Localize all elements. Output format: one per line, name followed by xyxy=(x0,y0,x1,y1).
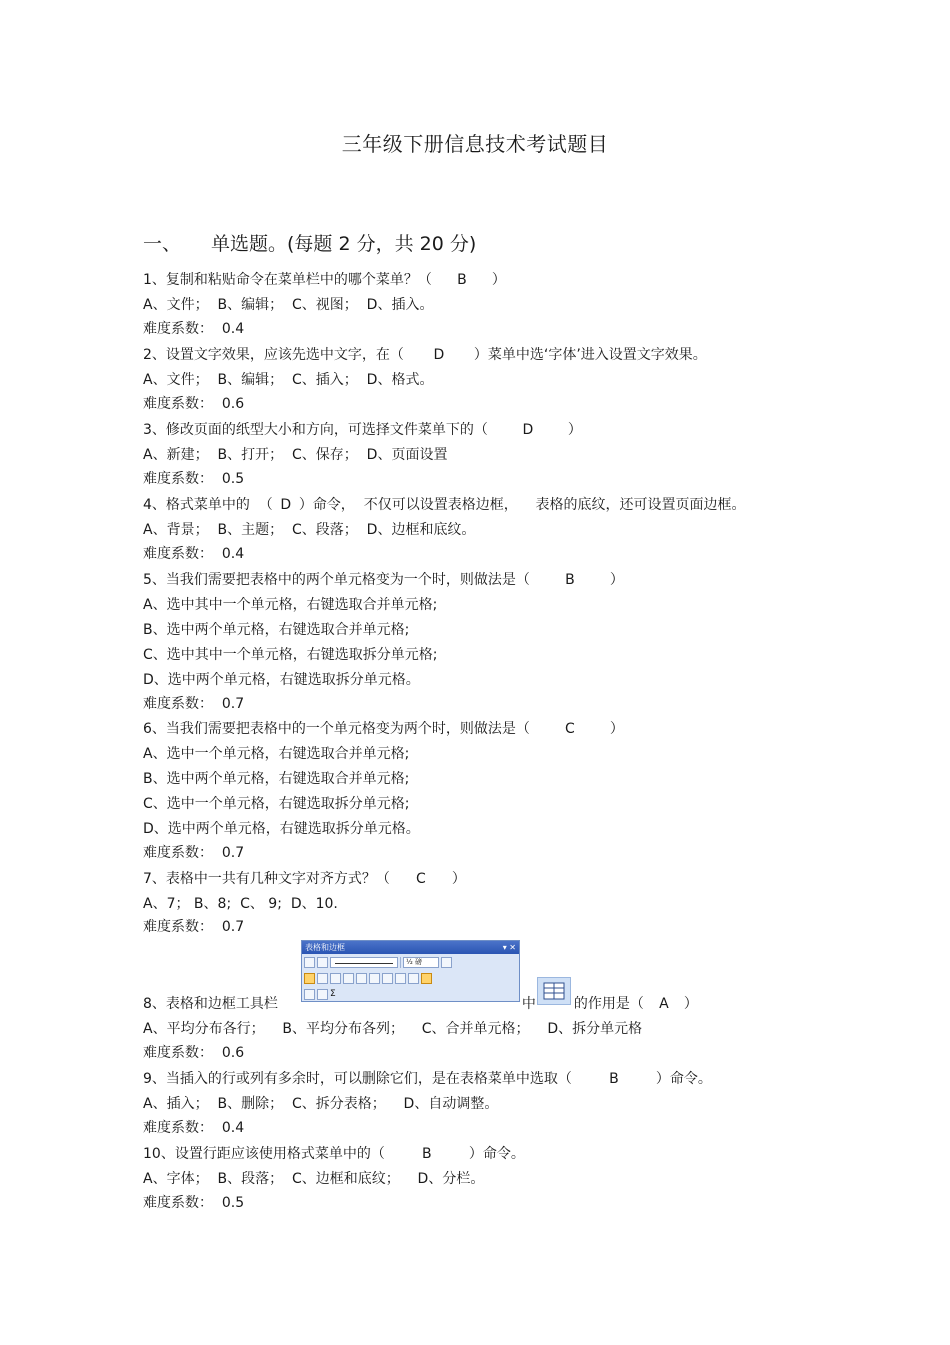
question-9-difficulty: 难度系数： 0.4 xyxy=(143,1120,245,1136)
stem-text: ）命令。 xyxy=(468,1146,525,1162)
section-text: 单选题。(每题 2 分，共 20 分) xyxy=(211,233,477,255)
question-1-stem xyxy=(143,271,506,289)
question-2-stem xyxy=(143,346,707,364)
stem-text: ）命令， 不仅可以设置表格边框， 表格的底纹，还可设置页面边框。 xyxy=(298,497,746,513)
stem-text: ） xyxy=(491,272,506,288)
border-color-icon xyxy=(441,957,452,968)
question-6-difficulty: 难度系数： 0.7 xyxy=(143,845,245,861)
stem-text: 3、修改页面的纸型大小和方向，可选择文件菜单下的（ xyxy=(143,422,488,438)
show-gridlines-icon xyxy=(421,973,432,984)
stem-text: 中 xyxy=(521,996,536,1012)
question-3-difficulty: 难度系数： 0.5 xyxy=(143,471,245,487)
answer: B xyxy=(422,1146,432,1162)
answer: D xyxy=(522,422,534,438)
answer: B xyxy=(457,272,467,288)
stem-text: ）菜单中选‘字体’进入设置文字效果。 xyxy=(473,347,707,363)
stem-text: 7、表格中一共有几种文字对齐方式？（ xyxy=(143,871,390,887)
autosum-icon: Σ xyxy=(330,989,336,999)
stem-text: 6、当我们需要把表格中的一个单元格变为两个时，则做法是（ xyxy=(143,721,530,737)
question-8-difficulty: 难度系数： 0.6 xyxy=(143,1045,245,1061)
outside-border-icon xyxy=(304,973,315,984)
stem-text: 1、复制和粘贴命令在菜单栏中的哪个菜单？（ xyxy=(143,272,432,288)
question-5-option-a: A、选中其中一个单元格，右键选取合并单元格; xyxy=(143,597,438,613)
question-7-options: A、7； B、8; C、 9; D、10. xyxy=(143,896,338,912)
question-3-options: A、新建； B、打开； C、保存； D、页面设置 xyxy=(143,447,448,463)
page-title: 三年级下册信息技术考试题目 xyxy=(341,132,609,156)
tables-borders-toolbar-image xyxy=(301,940,520,1002)
stem-text: 10、设置行距应该使用格式菜单中的（ xyxy=(143,1146,385,1162)
separator xyxy=(400,957,401,968)
distribute-columns-icon xyxy=(395,973,406,984)
toolbar-titlebar xyxy=(302,941,519,954)
question-5-option-c: C、选中其中一个单元格，右键选取拆分单元格; xyxy=(143,647,438,663)
toolbar-close-icon: ▾ ✕ xyxy=(502,943,516,952)
insert-table-icon xyxy=(330,973,341,984)
toolbar-title: 表格和边框 xyxy=(305,943,345,952)
question-2-difficulty: 难度系数： 0.6 xyxy=(143,396,245,412)
question-4-stem xyxy=(143,496,746,514)
merge-cells-icon xyxy=(343,973,354,984)
question-6-stem xyxy=(143,720,624,738)
align-icon xyxy=(369,973,380,984)
question-3-stem xyxy=(143,421,582,439)
question-9-stem xyxy=(143,1070,712,1088)
answer: D xyxy=(280,497,292,513)
question-5-difficulty: 难度系数： 0.7 xyxy=(143,696,245,712)
stem-text: 4、格式菜单中的 （ xyxy=(143,497,273,513)
question-10-stem xyxy=(143,1145,525,1163)
section-number: 一、 xyxy=(143,233,182,255)
distribute-rows-icon xyxy=(382,973,393,984)
answer: C xyxy=(565,721,575,737)
stem-text: ） xyxy=(609,721,624,737)
question-8-options: A、平均分布各行； B、平均分布各列； C、合并单元格； D、拆分单元格 xyxy=(143,1021,643,1037)
toolbar-row-2 xyxy=(302,970,519,986)
question-5-stem xyxy=(143,571,624,589)
stem-text: 9、当插入的行或列有多余时，可以删除它们，是在表格菜单中选取（ xyxy=(143,1071,572,1087)
section-heading xyxy=(143,229,476,256)
stem-text: ） xyxy=(609,572,624,588)
question-1-options: A、文件； B、编辑； C、视图； D、插入。 xyxy=(143,297,434,313)
toolbar-row-1 xyxy=(302,954,519,970)
question-6-option-b: B、选中两个单元格，右键选取合并单元格; xyxy=(143,771,410,787)
stem-text: 2、设置文字效果，应该先选中文字，在（ xyxy=(143,347,404,363)
question-5-option-d: D、选中两个单元格，右键选取拆分单元格。 xyxy=(143,672,420,688)
answer: B xyxy=(565,572,575,588)
stem-text: ） xyxy=(567,422,582,438)
question-2-options: A、文件； B、编辑； C、插入； D、格式。 xyxy=(143,372,434,388)
question-6-option-d: D、选中两个单元格，右键选取拆分单元格。 xyxy=(143,821,420,837)
question-6-option-a: A、选中一个单元格，右键选取合并单元格; xyxy=(143,746,410,762)
split-cells-icon xyxy=(356,973,367,984)
question-1-difficulty: 难度系数： 0.4 xyxy=(143,321,245,337)
stem-text: ） xyxy=(683,996,698,1012)
question-9-options: A、插入； B、删除； C、拆分表格； D、自动调整。 xyxy=(143,1096,499,1112)
line-style-select xyxy=(330,957,398,968)
question-5-option-b: B、选中两个单元格，右键选取合并单元格; xyxy=(143,622,410,638)
stem-text: 5、当我们需要把表格中的两个单元格变为一个时，则做法是（ xyxy=(143,572,530,588)
stem-text: ）命令。 xyxy=(655,1071,712,1087)
answer: A xyxy=(659,996,669,1012)
question-8-stem xyxy=(143,995,698,1013)
answer: D xyxy=(433,347,445,363)
question-10-options: A、字体； B、段落； C、边框和底纹； D、分栏。 xyxy=(143,1171,485,1187)
draw-table-icon xyxy=(304,957,315,968)
question-4-options: A、背景； B、主题； C、段落； D、边框和底纹。 xyxy=(143,522,476,538)
question-7-difficulty: 难度系数： 0.7 xyxy=(143,919,245,935)
answer: B xyxy=(609,1071,619,1087)
question-4-difficulty: 难度系数： 0.4 xyxy=(143,546,245,562)
stem-text: 的作用是（ xyxy=(573,996,644,1012)
question-7-stem xyxy=(143,870,466,888)
stem-text: ） xyxy=(451,871,466,887)
eraser-icon xyxy=(317,957,328,968)
question-6-option-c: C、选中一个单元格，右键选取拆分单元格; xyxy=(143,796,410,812)
question-10-difficulty: 难度系数： 0.5 xyxy=(143,1195,245,1211)
shading-color-icon xyxy=(317,973,328,984)
line-weight-select: ½ 磅 xyxy=(403,957,439,968)
stem-text: 8、表格和边框工具栏 xyxy=(143,996,278,1012)
answer: C xyxy=(416,871,426,887)
autoformat-icon xyxy=(408,973,419,984)
